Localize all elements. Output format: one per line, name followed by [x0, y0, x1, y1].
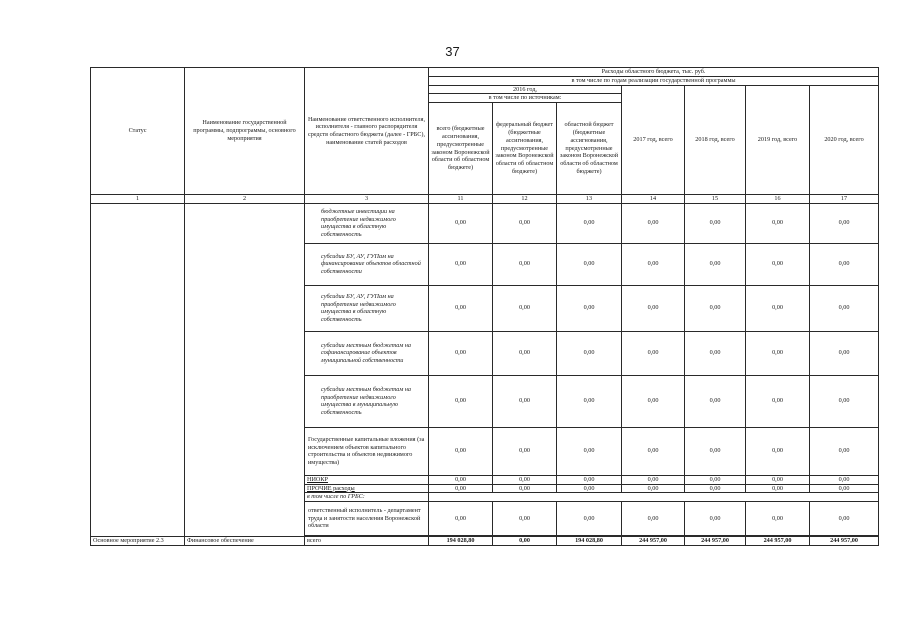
value-cell: 0,00	[685, 427, 746, 475]
header-2018: 2018 год, всего	[685, 85, 746, 195]
value-cell: 0,00	[557, 484, 622, 493]
value-cell: 0,00	[557, 203, 622, 243]
value-cell: 0,00	[429, 331, 493, 375]
value-cell: 0,00	[622, 427, 685, 475]
value-cell: 0,00	[429, 475, 493, 484]
col-num: 3	[305, 195, 429, 204]
value-cell: 0,00	[810, 484, 879, 493]
value-cell: 0,00	[557, 427, 622, 475]
value-cell: 0,00	[746, 375, 810, 427]
col-num: 2	[185, 195, 305, 204]
column-number-row	[91, 195, 879, 204]
header-by-years: в том числе по годам реализации государственной программы	[429, 76, 879, 85]
header-executor: Наименование ответственного исполнителя, исполнителя - главного распорядителя средств областного бюджета (далее - ГРБС), наименование статей расходов	[305, 68, 429, 195]
value-cell: 0,00	[557, 375, 622, 427]
table-row	[91, 203, 879, 243]
col-num: 14	[622, 195, 685, 204]
value-cell: 0,00	[810, 243, 879, 285]
grbs-empty	[429, 493, 879, 502]
page-number: 37	[445, 44, 460, 59]
value-cell: 0,00	[493, 537, 557, 546]
header-2020: 2020 год, всего	[810, 85, 879, 195]
value-cell: 0,00	[557, 285, 622, 331]
value-cell: 0,00	[810, 375, 879, 427]
value-cell: 0,00	[493, 484, 557, 493]
value-cell: 0,00	[493, 331, 557, 375]
value-cell: 0,00	[746, 285, 810, 331]
value-cell: 0,00	[622, 502, 685, 536]
value-cell: 0,00	[557, 475, 622, 484]
header-sub-federal: федеральный бюджет (бюджетные ассигнования, предусмотренные законом Воронежской области об областном бюджете)	[493, 103, 557, 195]
value-cell: 0,00	[493, 285, 557, 331]
value-cell: 244 957,00	[810, 537, 879, 546]
value-cell: 244 957,00	[685, 537, 746, 546]
value-cell: 0,00	[685, 502, 746, 536]
value-cell: 0,00	[810, 203, 879, 243]
value-cell: 0,00	[810, 331, 879, 375]
value-cell: 194 028,80	[429, 537, 493, 546]
value-cell: 0,00	[746, 475, 810, 484]
header-sub-total: всего (бюджетные ассигнования, предусмотренные законом Воронежской области об областном бюджете)	[429, 103, 493, 195]
value-cell: 0,00	[746, 427, 810, 475]
value-cell: 0,00	[810, 427, 879, 475]
row-label: бюджетные инвестиции на приобретение недвижимого имущества в областную собственность	[305, 203, 429, 243]
value-cell: 0,00	[429, 203, 493, 243]
col-num: 11	[429, 195, 493, 204]
header-2017: 2017 год, всего	[622, 85, 685, 195]
value-cell: 0,00	[685, 285, 746, 331]
budget-table	[90, 67, 879, 546]
value-cell: 0,00	[746, 484, 810, 493]
value-cell: 0,00	[493, 427, 557, 475]
value-cell: 0,00	[429, 427, 493, 475]
value-cell: 0,00	[685, 375, 746, 427]
value-cell: 0,00	[685, 243, 746, 285]
row-label: субсидии БУ, АУ, ГУПам на финансирование объектов областной собственности	[305, 243, 429, 285]
value-cell: 0,00	[429, 285, 493, 331]
table-row-last	[91, 537, 879, 546]
value-cell: 0,00	[622, 331, 685, 375]
col-num: 15	[685, 195, 746, 204]
header-sources: в том числе по источникам:	[429, 94, 622, 103]
row-label: субсидии местным бюджетам на приобретение недвижимого имущества в муниципальную собственность	[305, 375, 429, 427]
value-cell: 0,00	[493, 243, 557, 285]
value-cell: 0,00	[429, 243, 493, 285]
value-cell: 0,00	[622, 203, 685, 243]
value-cell: 0,00	[810, 285, 879, 331]
value-cell: 194 028,80	[557, 537, 622, 546]
value-cell: 0,00	[493, 475, 557, 484]
value-cell: 0,00	[810, 475, 879, 484]
grbs-label: в том числе по ГРБС:	[305, 493, 429, 502]
row-label: ПРОЧИЕ расходы	[305, 484, 429, 493]
value-cell: 0,00	[557, 502, 622, 536]
value-cell: 0,00	[810, 502, 879, 536]
value-cell: 0,00	[622, 285, 685, 331]
col-num: 17	[810, 195, 879, 204]
value-cell: 0,00	[429, 375, 493, 427]
name-cell-empty	[185, 203, 305, 536]
value-cell: 0,00	[493, 203, 557, 243]
header-program-name: Наименование государственной программы, подпрограммы, основного мероприятия	[185, 68, 305, 195]
row-label: Государственные капитальные вложения (за исключением объектов капитального строительства и объектов недвижимого имущества)	[305, 427, 429, 475]
status-cell: Основное мероприятие 2.3	[91, 537, 185, 546]
value-cell: 0,00	[685, 475, 746, 484]
row-label: субсидии местным бюджетам на софинансирование объектов муниципальной собственности	[305, 331, 429, 375]
col-num: 13	[557, 195, 622, 204]
value-cell: 0,00	[622, 243, 685, 285]
col-num: 16	[746, 195, 810, 204]
row-label: ответственный исполнитель - департамент труда и занятости населения Воронежской области	[305, 502, 429, 536]
value-cell: 0,00	[622, 484, 685, 493]
value-cell: 0,00	[622, 475, 685, 484]
status-cell-empty	[91, 203, 185, 536]
header-expenses-title: Расходы областного бюджета, тыс. руб.	[429, 68, 879, 77]
header-status: Статус	[91, 68, 185, 195]
value-cell: 0,00	[685, 484, 746, 493]
value-cell: 0,00	[493, 375, 557, 427]
value-cell: 0,00	[746, 243, 810, 285]
value-cell: 0,00	[746, 203, 810, 243]
col-num: 12	[493, 195, 557, 204]
row-label: субсидии БУ, АУ, ГУПам на приобретение недвижимого имущества в областную собственность	[305, 285, 429, 331]
col-num: 1	[91, 195, 185, 204]
value-cell: 0,00	[493, 502, 557, 536]
value-cell: 0,00	[429, 484, 493, 493]
value-cell: 0,00	[685, 331, 746, 375]
header-year-2016: 2016 год,	[429, 85, 622, 94]
value-cell: 0,00	[557, 243, 622, 285]
value-cell: 0,00	[429, 502, 493, 536]
value-cell: 244 957,00	[746, 537, 810, 546]
value-cell: 0,00	[557, 331, 622, 375]
value-cell: 0,00	[622, 375, 685, 427]
row-label: всего	[305, 537, 429, 546]
value-cell: 0,00	[746, 502, 810, 536]
header-sub-regional: областной бюджет (бюджетные ассигнования, предусмотренные законом Воронежской области об областном бюджете)	[557, 103, 622, 195]
value-cell: 0,00	[746, 331, 810, 375]
row-label: НИОКР	[305, 475, 429, 484]
value-cell: 244 957,00	[622, 537, 685, 546]
value-cell: 0,00	[685, 203, 746, 243]
name-cell: Финансовое обеспечение	[185, 537, 305, 546]
header-2019: 2019 год, всего	[746, 85, 810, 195]
